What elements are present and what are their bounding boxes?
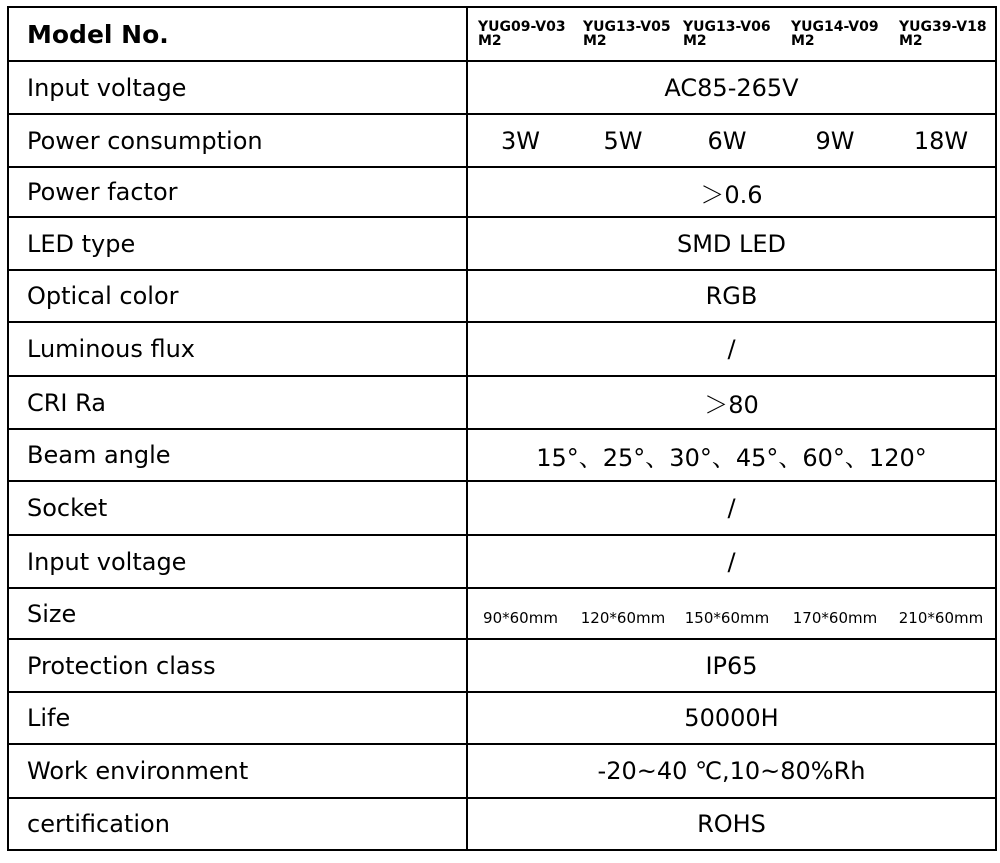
power-value: 18W: [913, 126, 969, 155]
model-list: [468, 8, 995, 60]
table-row: [9, 745, 995, 799]
row-label: Size: [9, 589, 468, 638]
model-3: YUG13-V06 M2: [683, 19, 771, 49]
model-1: YUG09-V03 M2: [478, 19, 566, 49]
power-value: 9W: [815, 126, 855, 155]
table-row: [9, 62, 995, 115]
table-row: [9, 377, 995, 430]
row-label: Power factor: [9, 168, 468, 216]
row-value: /: [727, 494, 736, 522]
table-row: [9, 168, 995, 218]
model-no-label: Model No.: [9, 8, 468, 60]
row-label: Socket: [9, 482, 468, 534]
row-label: Luminous flux: [9, 323, 468, 375]
row-value: SMD LED: [676, 229, 787, 258]
row-label: LED type: [9, 218, 468, 269]
power-value: 5W: [603, 126, 643, 155]
row-value: 15°、25°、30°、45°、60°、120°: [536, 443, 927, 472]
row-value: ＞0.6: [700, 180, 763, 209]
row-label: Input voltage: [9, 536, 468, 587]
row-label: Life: [9, 693, 468, 743]
row-label: Work environment: [9, 745, 468, 797]
header-row: [9, 8, 995, 62]
row-label: certification: [9, 799, 468, 849]
row-value: 50000H: [684, 704, 779, 732]
row-label: Beam angle: [9, 430, 468, 480]
model-2: YUG13-V05 M2: [583, 19, 671, 49]
row-value: IP65: [705, 651, 758, 680]
power-values: [468, 115, 995, 166]
size-value: 120*60mm: [580, 608, 666, 627]
table-row: [9, 323, 995, 377]
size-value: 150*60mm: [684, 608, 770, 627]
table-row: [9, 589, 995, 640]
table-row: [9, 271, 995, 323]
row-value: /: [727, 335, 736, 363]
table-row: [9, 799, 995, 851]
table-row: [9, 482, 995, 536]
table-row: [9, 640, 995, 693]
row-value: /: [727, 547, 736, 576]
size-value: 90*60mm: [483, 608, 558, 627]
table-row: [9, 218, 995, 271]
row-label: Optical color: [9, 271, 468, 321]
row-label: Protection class: [9, 640, 468, 691]
model-5: YUG39-V18 M2: [899, 19, 987, 49]
row-value: AC85-265V: [664, 73, 799, 102]
spec-table: [7, 6, 997, 851]
row-value: ROHS: [697, 810, 766, 838]
size-value: 210*60mm: [898, 608, 984, 627]
table-row: [9, 115, 995, 168]
model-4: YUG14-V09 M2: [791, 19, 879, 49]
row-value: ＞80: [704, 391, 759, 419]
row-value: -20~40 ℃,10~80%Rh: [597, 757, 866, 785]
row-label: Power consumption: [9, 115, 468, 166]
table-row: [9, 536, 995, 589]
power-value: 3W: [501, 126, 540, 155]
row-value: RGB: [705, 282, 758, 310]
row-label: Input voltage: [9, 62, 468, 113]
table-row: [9, 430, 995, 482]
size-values: [468, 589, 995, 638]
size-value: 170*60mm: [792, 608, 878, 627]
table-row: [9, 693, 995, 745]
row-label: CRI Ra: [9, 377, 468, 428]
power-value: 6W: [707, 126, 747, 155]
